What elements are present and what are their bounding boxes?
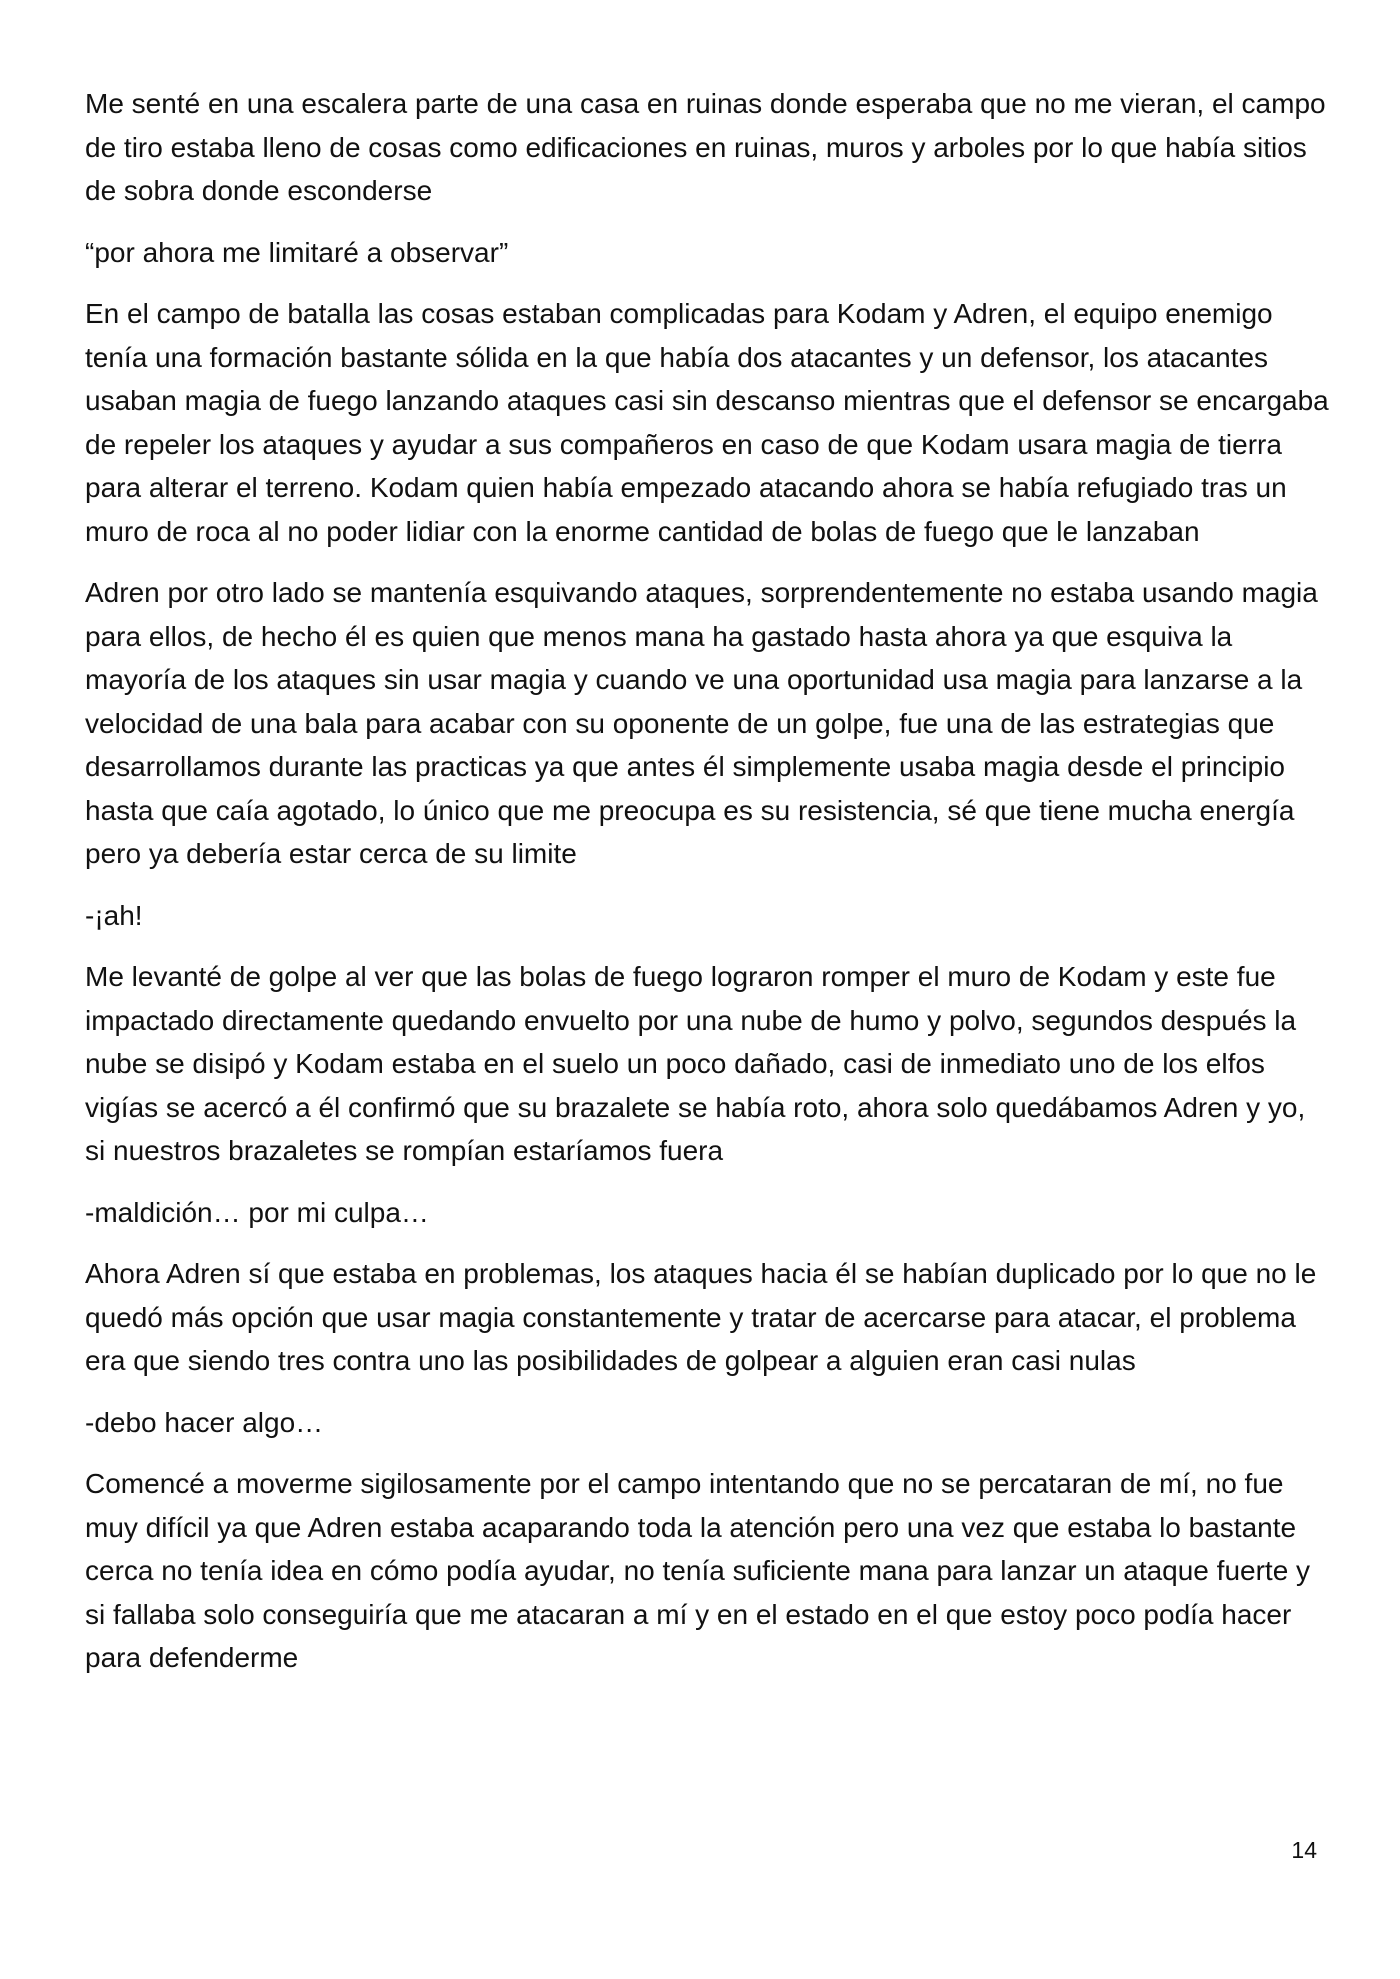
paragraph: Comencé a moverme sigilosamente por el campo intentando que no se percataran de mí, no fue muy difícil ya que Adren estaba acaparando toda la atención pero una vez que estaba lo bastante cerca no tenía idea en cómo podía ayudar, no tenía suficiente mana para lanzar un ataque fuerte y si fallaba solo conseguiría que me atacaran a mí y en el estado en el que estoy poco podía hacer para defenderme bbox=[85, 1468, 1311, 1673]
paragraph: “por ahora me limitaré a observar” bbox=[85, 236, 509, 268]
paragraph: Me levanté de golpe al ver que las bolas de fuego lograron romper el muro de Kodam y este fue impactado directamente quedando envuelto por una nube de humo y polvo, segundos después la nube se disipó y Kodam estaba en el suelo un poco dañado, casi de inmediato uno de los elfos vigías se acercó a él confirmó que su brazalete se había roto, ahora solo quedábamos Adren y yo, si nuestros brazaletes se rompían estaríamos fuera bbox=[85, 961, 1306, 1166]
paragraph: -debo hacer algo… bbox=[85, 1406, 324, 1438]
paragraph: -¡ah! bbox=[85, 899, 143, 931]
paragraph: En el campo de batalla las cosas estaban complicadas para Kodam y Adren, el equipo enemigo tenía una formación bastante sólida en la que había dos atacantes y un defensor, los atacantes usaban magia de fuego lanzando ataques casi sin descanso mientras que el defensor se encargaba de repeler los ataques y ayudar a sus compañeros en caso de que Kodam usara magia de tierra para alterar el terreno. Kodam quien había empezado atacando ahora se había refugiado tras un muro de roca al no poder lidiar con la enorme cantidad de bolas de fuego que le lanzaban bbox=[85, 298, 1329, 547]
paragraph: Ahora Adren sí que estaba en problemas, los ataques hacia él se habían duplicado por lo que no le quedó más opción que usar magia constantemente y tratar de acercarse para atacar, el problema era que siendo tres contra uno las posibilidades de golpear a alguien eran casi nulas bbox=[85, 1258, 1317, 1376]
paragraph: -maldición… por mi culpa… bbox=[85, 1196, 429, 1228]
paragraph: Adren por otro lado se mantenía esquivando ataques, sorprendentemente no estaba usando magia para ellos, de hecho él es quien que menos mana ha gastado hasta ahora ya que esquiva la mayoría de los ataques sin usar magia y cuando ve una oportunidad usa magia para lanzarse a la velocidad de una bala para acabar con su oponente de un golpe, fue una de las estrategias que desarrollamos durante las practicas ya que antes él simplemente usaba magia desde el principio hasta que caía agotado, lo único que me preocupa es su resistencia, sé que tiene mucha energía pero ya debería estar cerca de su limite bbox=[85, 577, 1318, 869]
page-number: 14 bbox=[1291, 1837, 1317, 1863]
paragraph: Me senté en una escalera parte de una casa en ruinas donde esperaba que no me vieran, el campo de tiro estaba lleno de cosas como edificaciones en ruinas, muros y arboles por lo que había sitios de sobra donde esconderse bbox=[85, 88, 1326, 206]
document-body bbox=[85, 82, 1330, 1698]
